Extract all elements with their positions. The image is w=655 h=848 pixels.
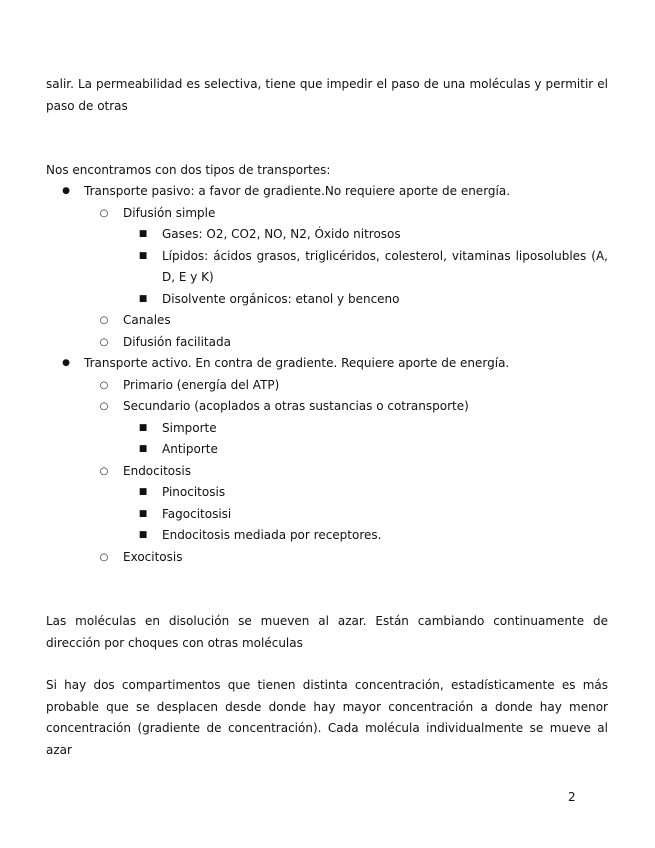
- bullet-square-icon: ■: [138, 444, 148, 454]
- bullet-circle-icon: ○: [99, 379, 109, 391]
- list-item-label: Lípidos: ácidos grasos, triglicéridos, colesterol, vitaminas liposolubles (A, D, E y K): [162, 248, 608, 284]
- list-item-label: Secundario (acoplados a otras sustancias o cotransporte): [123, 399, 469, 413]
- sublist: [123, 482, 608, 547]
- bullet-square-icon: ■: [138, 530, 148, 540]
- list-item-exocytosis: [84, 547, 608, 569]
- list-item-label: Pinocitosis: [162, 485, 226, 499]
- list-item-label: Exocitosis: [123, 549, 183, 564]
- list-item-label: Canales: [123, 313, 171, 327]
- list-item-primary: [84, 375, 608, 397]
- list-item-secondary: [84, 396, 608, 461]
- list-item-label: Primario (energía del ATP): [123, 377, 280, 392]
- list-item: [123, 525, 608, 547]
- list-item-channels: [84, 310, 608, 332]
- bullet-square-icon: ■: [138, 422, 148, 433]
- bullet-square-icon: ■: [138, 229, 148, 239]
- list-item-label: Endocitosis: [123, 463, 191, 478]
- transport-list: [46, 181, 608, 568]
- bullet-circle-icon: ○: [99, 315, 109, 326]
- bullet-disc-icon: ●: [62, 186, 70, 196]
- bullet-disc-icon: ●: [62, 358, 70, 368]
- list-item-label: Transporte activo. En contra de gradiente. Requiere aporte de energía.: [84, 356, 510, 370]
- list-item-simple-diffusion: [84, 203, 608, 311]
- list-item-label: Transporte pasivo: a favor de gradiente.No requiere aporte de energía.: [84, 184, 511, 198]
- list-item-label: Gases: O2, CO2, NO, N2, Óxido nitrosos: [162, 227, 401, 241]
- list-item-label: Disolvente orgánicos: etanol y benceno: [162, 291, 400, 306]
- paragraph-permeability: salir. La permeabilidad es selectiva, tiene que impedir el paso de una moléculas y permitir el paso de otras: [46, 77, 608, 113]
- list-item: [123, 289, 608, 311]
- paragraph-intro: Nos encontramos con dos tipos de transportes:: [46, 163, 331, 177]
- list-item-label: Fagocitosisi: [162, 506, 232, 521]
- bullet-circle-icon: ○: [99, 465, 109, 477]
- sublist: [123, 224, 608, 310]
- list-item: [123, 439, 608, 461]
- list-item-label: Difusión facilitada: [123, 334, 231, 349]
- list-item-endocytosis: [84, 461, 608, 547]
- paragraph-molecules: Las moléculas en disolución se mueven al azar. Están cambiando continuamente de dirección por choques con otras moléculas: [46, 614, 608, 650]
- sublist: [84, 375, 608, 569]
- bullet-circle-icon: ○: [99, 207, 109, 219]
- list-item-passive: [46, 181, 608, 353]
- list-item-label: Antiporte: [162, 442, 218, 456]
- sublist: [123, 418, 608, 461]
- bullet-square-icon: ■: [138, 250, 148, 261]
- list-item: [123, 482, 608, 504]
- list-item: [123, 504, 608, 526]
- bullet-square-icon: ■: [138, 508, 148, 519]
- list-item-facilitated-diffusion: [84, 332, 608, 354]
- paragraph-compartments: Si hay dos compartimentos que tienen distinta concentración, estadísticamente es más probable que se desplacen desde donde hay mayor concentración a donde hay menor concentración (gradiente de concentración). Cada molécula individualmente se mueve al azar: [46, 678, 608, 757]
- bullet-circle-icon: ○: [99, 551, 109, 563]
- bullet-circle-icon: ○: [99, 401, 109, 412]
- sublist: [84, 203, 608, 354]
- list-item-active: [46, 353, 608, 568]
- list-item-label: Simporte: [162, 420, 217, 435]
- list-item: [123, 246, 608, 289]
- list-item: [123, 224, 608, 246]
- bullet-square-icon: ■: [138, 293, 148, 304]
- page-number: 2: [568, 790, 576, 804]
- list-item: [123, 418, 608, 440]
- bullet-square-icon: ■: [138, 487, 148, 497]
- list-item-label: Endocitosis mediada por receptores.: [162, 528, 382, 542]
- list-item-label: Difusión simple: [123, 205, 216, 220]
- bullet-circle-icon: ○: [99, 336, 109, 348]
